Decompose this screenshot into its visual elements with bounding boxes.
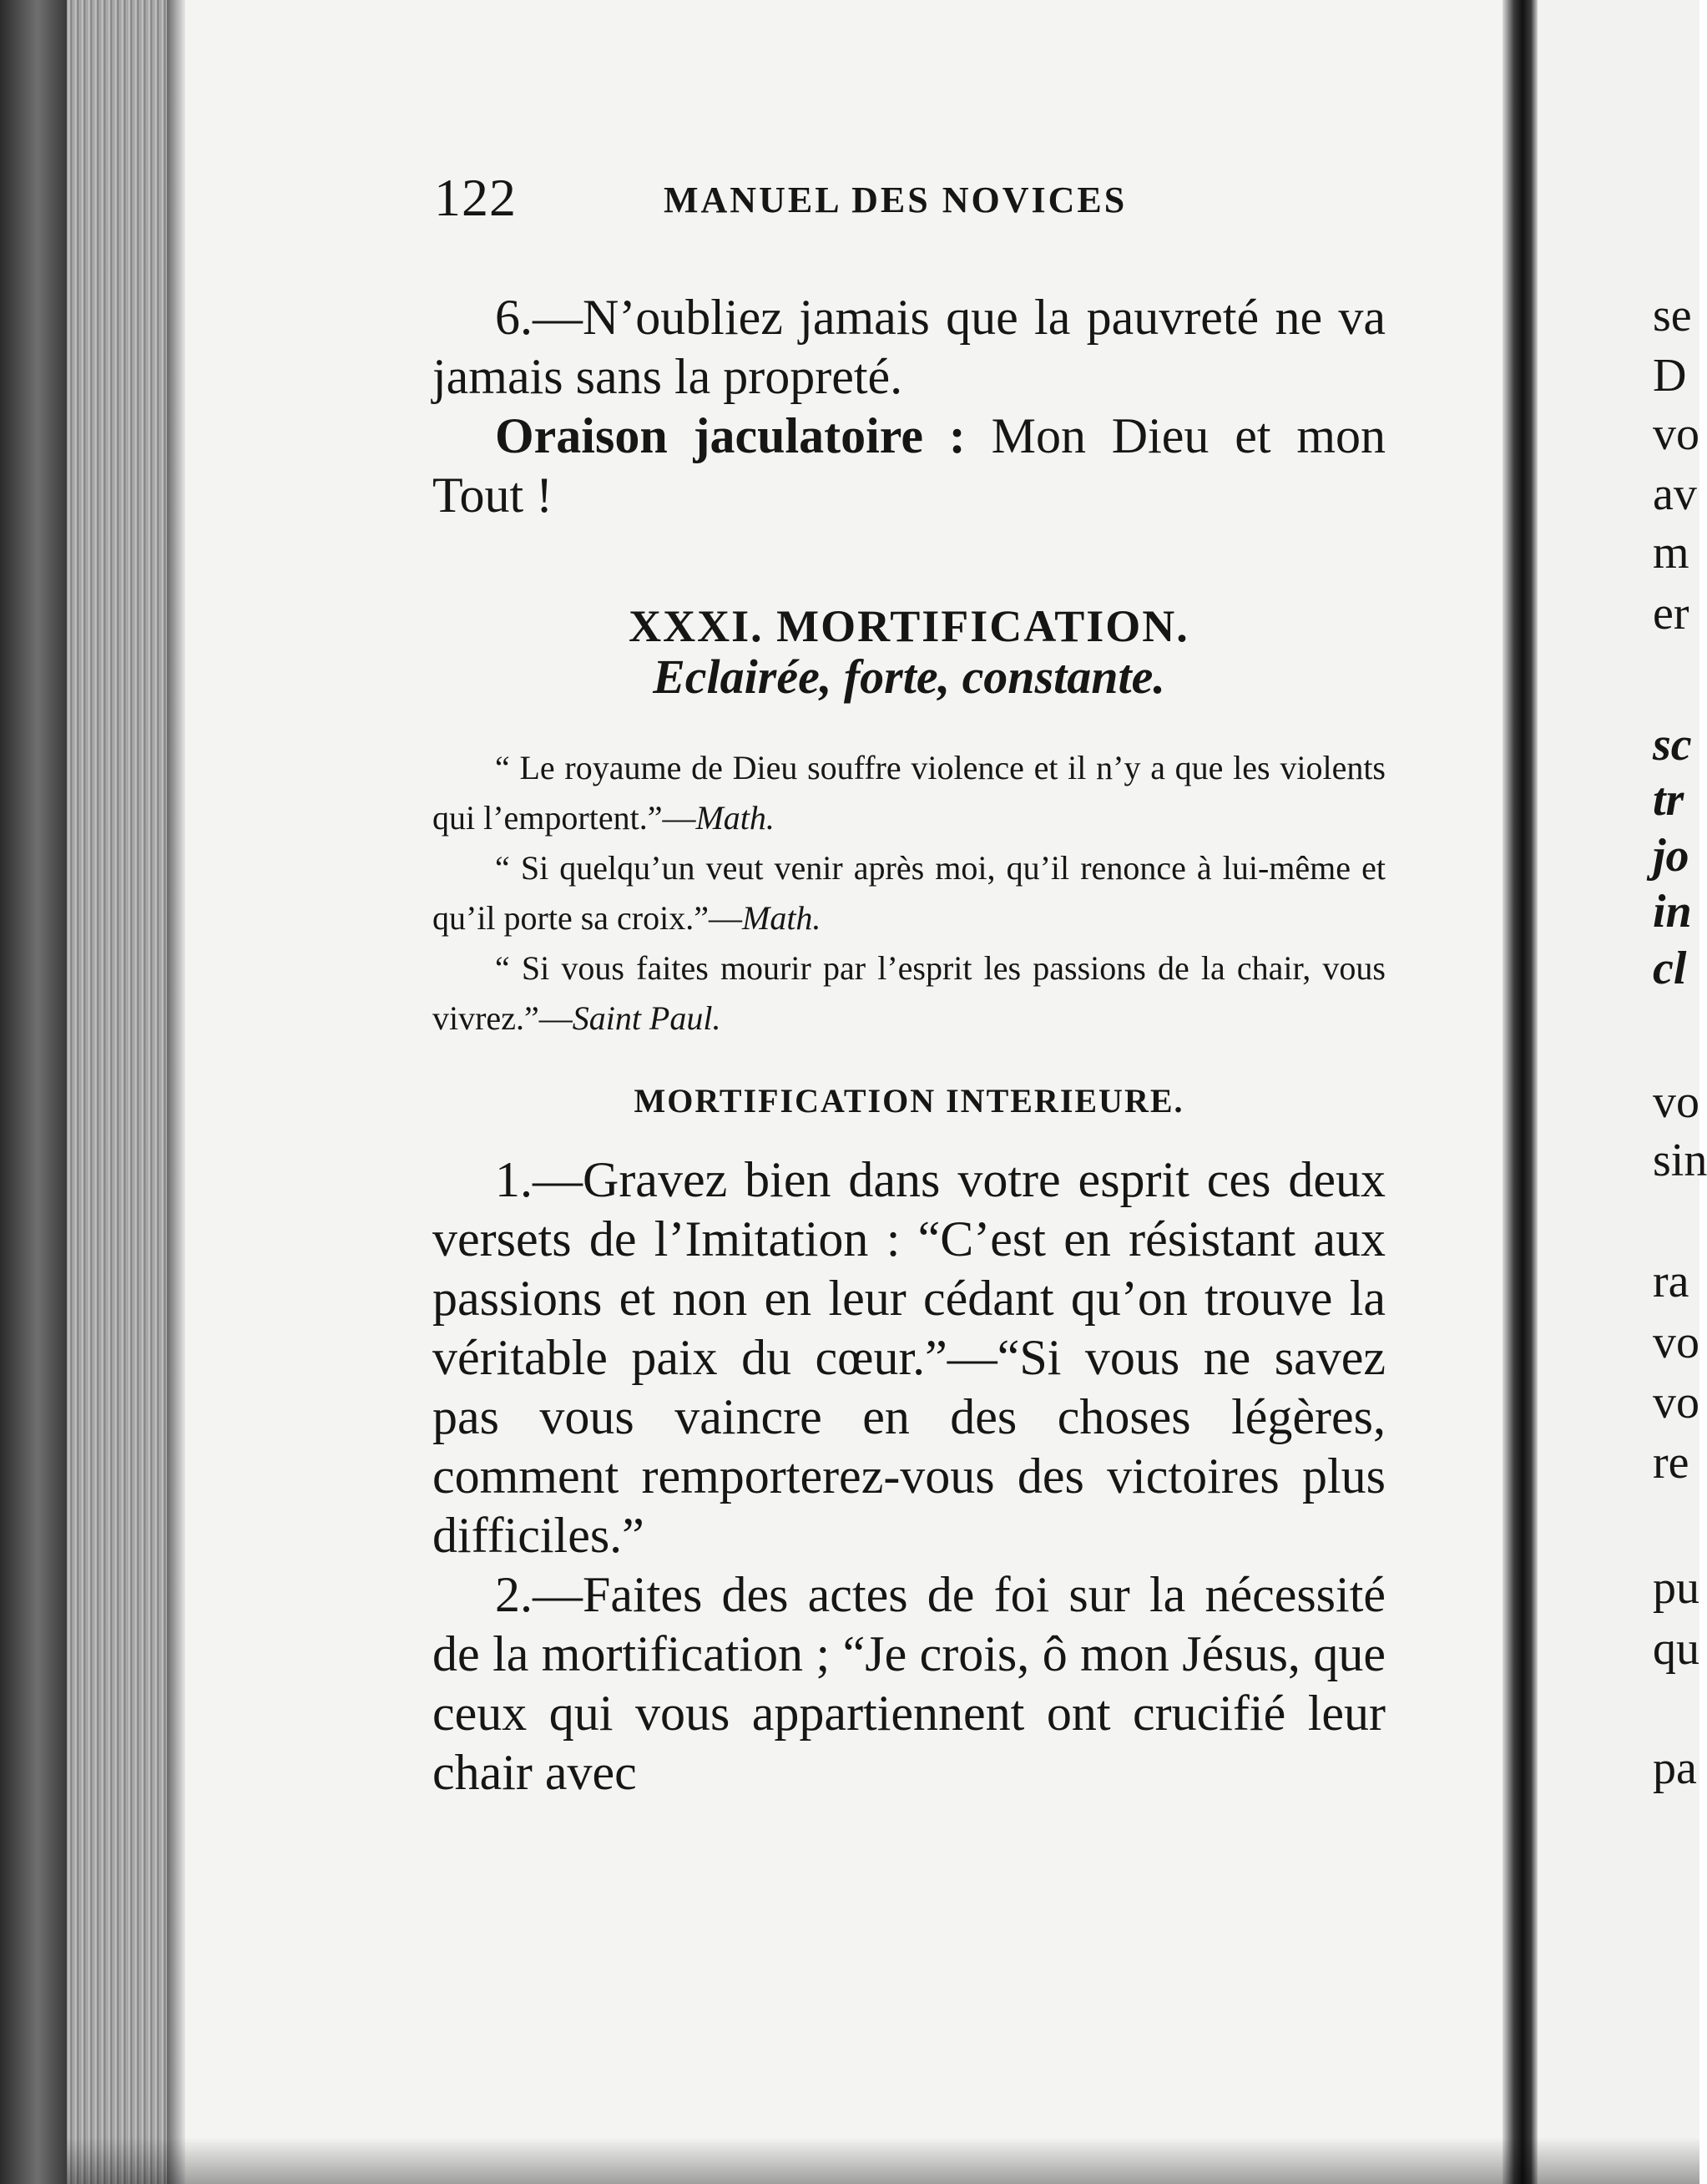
quote-2: [432, 843, 1386, 943]
right-fragment: cl: [1653, 943, 1687, 994]
right-fragment: ra: [1653, 1256, 1689, 1307]
right-fragment: sin: [1653, 1135, 1707, 1186]
right-fragment: vo: [1653, 408, 1699, 460]
right-fragment: m: [1653, 527, 1689, 579]
quote-1: [432, 743, 1386, 843]
running-header: [434, 167, 1386, 225]
page-number: 122: [434, 168, 517, 227]
oraison-label: Oraison jaculatoire :: [495, 408, 966, 463]
right-fragment: pa: [1653, 1742, 1697, 1794]
right-fragment: er: [1653, 588, 1689, 640]
right-fragment: re: [1653, 1437, 1689, 1489]
section-title: XXXI. MORTIFICATION.: [629, 601, 1189, 651]
quote-1-text: “ Le royaume de Dieu souffre violence et il n’y a que les violents qui l’emportent.”—: [432, 749, 1386, 837]
right-fragment: se: [1653, 290, 1692, 341]
items-block: [432, 1150, 1386, 1802]
item-2-text: 2.—Faites des actes de foi sur la nécessité de la mortification ; “Je crois, ô mon Jésus, que ceux qui vous appartiennent ont crucifié leur chair avec: [432, 1567, 1386, 1800]
right-fragment: tr: [1653, 774, 1684, 826]
quote-3: [432, 943, 1386, 1044]
right-fragment: vo: [1653, 1076, 1699, 1128]
right-fragment: in: [1653, 886, 1692, 938]
item-1-text: 1.—Gravez bien dans votre esprit ces deux versets de l’Imitation : “C’est en résistant aux passions et non en leur cédant qu’on trouve la véritable paix du cœur.”—“Si vous ne savez pas vous vaincre en des choses légères, comment remporterez-vous des victoires plus difficiles.”: [432, 1152, 1386, 1563]
bottom-shadow: [67, 2137, 1699, 2184]
quote-3-source: Saint Paul.: [572, 999, 721, 1037]
page-edges: [67, 0, 167, 2184]
motto-block: [432, 647, 1386, 706]
quote-3-text: “ Si vous faites mourir par l’esprit les passions de la chair, vous vivrez.”—: [432, 949, 1386, 1037]
right-fragment: av: [1653, 468, 1697, 520]
section-motto: Eclairée, forte, constante.: [653, 650, 1165, 704]
oraison-line: [432, 407, 1386, 525]
item-6-block: [432, 288, 1386, 525]
quote-2-source: Math.: [742, 899, 821, 937]
right-fragment: D: [1653, 350, 1687, 402]
right-fragment: pu: [1653, 1562, 1699, 1614]
oraison-text: Mon Dieu et mon Tout !: [432, 408, 1386, 523]
quote-1-source: Math.: [695, 799, 775, 837]
right-fragment: jo: [1653, 830, 1689, 882]
quotes-block: [432, 743, 1386, 1044]
subsection-title: MORTIFICATION INTERIEURE.: [634, 1082, 1184, 1120]
right-fragment: vo: [1653, 1317, 1699, 1368]
book-spine: [0, 0, 67, 2184]
running-title: MANUEL DES NOVICES: [664, 179, 1128, 220]
right-fragment: qu: [1653, 1623, 1699, 1675]
quote-2-text: “ Si quelqu’un veut venir après moi, qu’il renonce à lui-même et qu’il porte sa croix.”—: [432, 849, 1386, 937]
subsection-block: [432, 1071, 1386, 1130]
right-fragment: sc: [1653, 719, 1692, 771]
item-6-text: 6.—N’oubliez jamais que la pauvreté ne va jamais sans la propreté.: [432, 290, 1386, 404]
book-gutter: [1502, 0, 1538, 2184]
right-fragment: vo: [1653, 1377, 1699, 1428]
page-edge-shadow: [167, 0, 185, 2184]
